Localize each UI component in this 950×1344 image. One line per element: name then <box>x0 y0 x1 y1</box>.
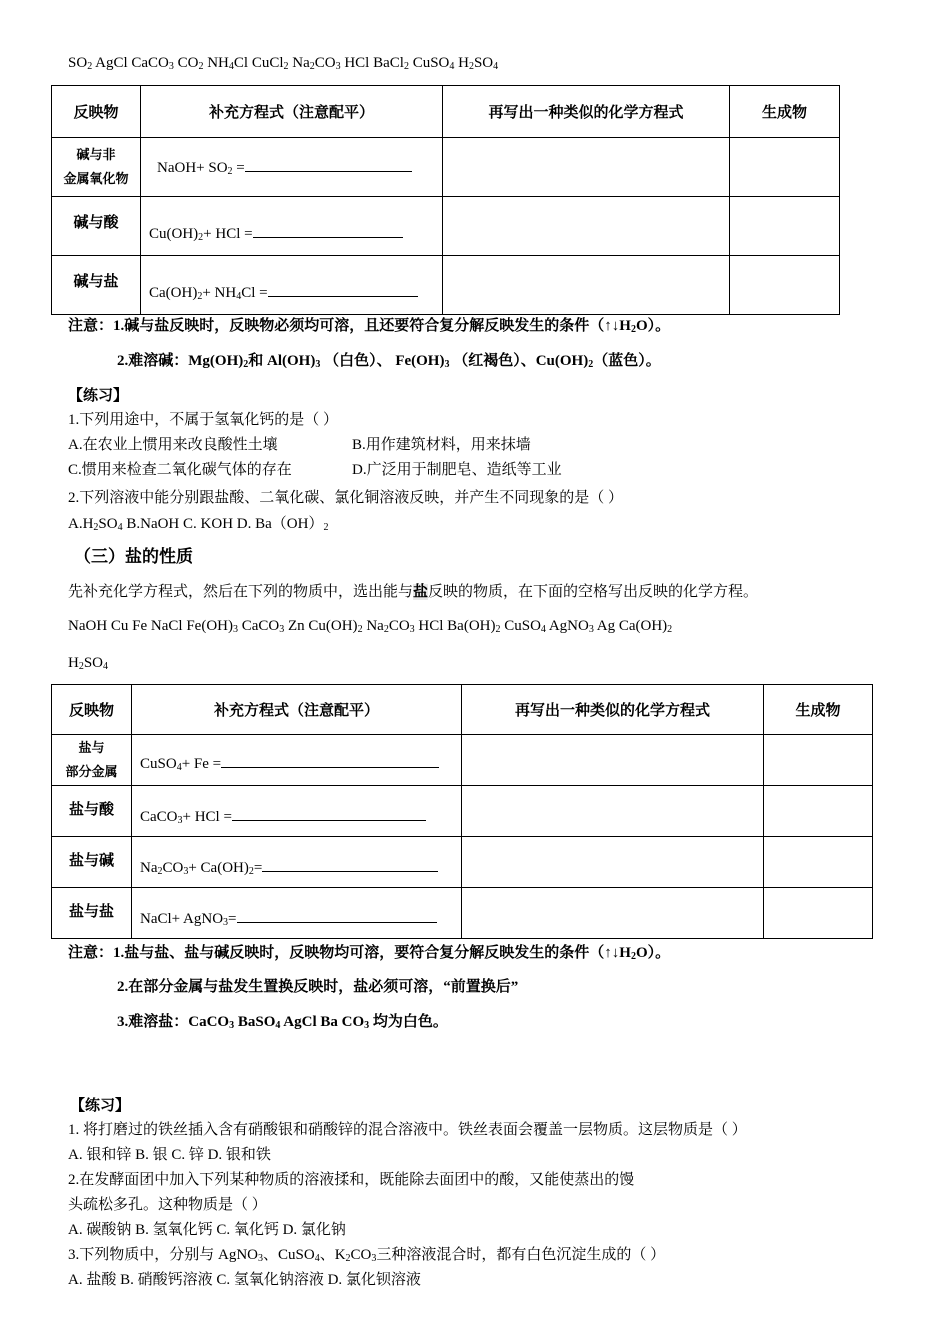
row-label-base-acid <box>52 197 141 256</box>
header-reactant: 反映物 <box>52 685 132 735</box>
question-2-2-line2: 头疏松多孔。这种物质是（ ） <box>68 1197 267 1213</box>
product-cell[interactable] <box>764 735 873 786</box>
product-cell[interactable] <box>730 256 840 315</box>
section-salt-title: （三）盐的性质 <box>74 547 193 566</box>
similar-equation-cell[interactable] <box>462 786 764 837</box>
similar-equation-cell[interactable] <box>443 197 730 256</box>
equation-cell[interactable] <box>141 197 443 256</box>
question-1-1-option-b: B.用作建筑材料，用来抹墙 <box>352 437 531 453</box>
question-1-2-options: $A.H_2SO_4$ B.NaOH C. KOH D. $Ba(OH)_2$ <box>68 516 329 533</box>
note-salt-1: 注意：1.盐与盐、盐与碱反映时，反映物均可溶，要符合复分解反映发生的条件$(↑↓H_2O)$。 <box>68 945 671 962</box>
question-1-1: 1.下列用途中，不属于氢氧化钙的是（ ） <box>68 412 339 428</box>
row-label-salt-salt <box>52 888 132 939</box>
row-label-base-salt <box>52 256 141 315</box>
similar-equation-cell[interactable] <box>462 837 764 888</box>
product-cell[interactable] <box>764 888 873 939</box>
equation-text: NaOH+ $SO_2$ = <box>157 160 245 177</box>
question-2-3: 3.下列物质中，分别与 AgNO$_3$、CuSO$_4$、$K_2CO_3$三种溶液混合时，都有白色沉淀生成的（ ） <box>68 1247 666 1264</box>
equation-cell[interactable] <box>141 256 443 315</box>
similar-equation-cell[interactable] <box>443 256 730 315</box>
header-product: 生成物 <box>730 86 840 138</box>
similar-equation-cell[interactable] <box>462 735 764 786</box>
answer-blank[interactable] <box>237 908 437 923</box>
row-label: 盐与碱 <box>68 853 114 869</box>
header-equation: 补充方程式（注意配平） <box>141 86 443 138</box>
similar-equation-cell[interactable] <box>443 138 730 197</box>
answer-blank[interactable] <box>253 223 403 238</box>
note-salt-3: 3.难溶盐：CaCO$_3$ BaSO$_4$ AgCl Ba $CO_3$ 均为白色。 <box>117 1014 448 1031</box>
row-label: 碱与盐 <box>73 274 119 290</box>
question-2-2-line1: 2.在发酵面团中加入下列某种物质的溶液揉和，既能除去面团中的酸，又能使蒸出的馒 <box>68 1172 635 1188</box>
header-equation: 补充方程式（注意配平） <box>132 685 462 735</box>
row-label-base-oxide <box>52 138 141 197</box>
row-label-line1: 盐与 <box>78 740 105 755</box>
product-cell[interactable] <box>764 837 873 888</box>
note-base-1: 注意：1.碱与盐反映时，反映物必须均可溶，且还要符合复分解反映发生的条件$(↑↓H_2O)$。 <box>68 318 671 335</box>
row-label: 盐与酸 <box>68 802 114 818</box>
header-similar: 再写出一种类似的化学方程式 <box>443 86 730 138</box>
answer-blank[interactable] <box>221 753 439 768</box>
equation-cell[interactable] <box>132 888 462 939</box>
equation-cell[interactable] <box>132 786 462 837</box>
header-reactant: 反映物 <box>52 86 141 138</box>
question-2-1: 1. 将打磨过的铁丝插入含有硝酸银和硝酸锌的混合溶液中。铁丝表面会覆盖一层物质。这层物质是（ ） <box>68 1122 747 1138</box>
answer-blank[interactable] <box>268 282 418 297</box>
row-label-line1: 碱与非 <box>76 147 116 162</box>
substance-list-bases: $SO_2$ AgCl CaCO$_3$ $CO_2$ $NH_4Cl$ CuCl$_2$ $Na_2CO_3$ HCl BaCl$_2$ CuSO$_4$ $H_2SO_4$ <box>68 55 499 72</box>
product-cell[interactable] <box>764 786 873 837</box>
question-1-1-option-d: D.广泛用于制肥皂、造纸等工业 <box>352 462 562 478</box>
product-cell[interactable] <box>730 138 840 197</box>
row-label-salt-acid <box>52 786 132 837</box>
section-salt-intro: 先补充化学方程式，然后在下列的物质中，选出能与盐反映的物质，在下面的空格写出反映的化学方程。 <box>68 584 759 600</box>
header-similar: 再写出一种类似的化学方程式 <box>462 685 764 735</box>
answer-blank[interactable] <box>262 857 438 872</box>
row-label-line2: 金属氧化物 <box>63 171 129 186</box>
equation-text: CaCO$_3$+ HCl = <box>140 809 232 826</box>
question-2-2-options: A. 碳酸钠 B. 氢氧化钙 C. 氧化钙 D. 氯化钠 <box>68 1222 346 1238</box>
note-salt-2: 2.在部分金属与盐发生置换反映时，盐必须可溶，“前置换后” <box>117 979 519 995</box>
similar-equation-cell[interactable] <box>462 888 764 939</box>
row-label-salt-metal <box>52 735 132 786</box>
answer-blank[interactable] <box>245 157 412 172</box>
substance-list-salts: NaOH Cu Fe NaCl $Fe(OH)_3$ CaCO$_3$ Zn $Cu(OH)_2$ $Na_2CO_3$ HCl $Ba(OH)_2$ CuSO$_4$ AgNO$_3$ Ag $Ca(OH)_2$ <box>68 618 673 635</box>
header-product: 生成物 <box>764 685 873 735</box>
question-1-1-option-c: C.惯用来检查二氧化碳气体的存在 <box>68 462 292 478</box>
equation-text: NaCl+ AgNO$_3$= <box>140 911 237 928</box>
equation-text: CuSO$_4$+ Fe = <box>140 756 222 773</box>
question-1-1-option-a: A.在农业上惯用来改良酸性土壤 <box>68 437 278 453</box>
substance-list-salts-cont: $H_2SO_4$ <box>68 655 109 672</box>
note-base-2: 2.难溶碱：$Mg(OH)_2$和 $Al(OH)_3$ （白色）、 $Fe(OH)_3$ （红褐色）、$Cu(OH)_2$（蓝色）。 <box>117 353 661 370</box>
equation-text: $Na_2CO_3+ Ca(OH)_2=$ <box>140 860 263 877</box>
question-2-3-options: A. 盐酸 B. 硝酸钙溶液 C. 氢氧化钠溶液 D. 氯化钡溶液 <box>68 1272 421 1288</box>
product-cell[interactable] <box>730 197 840 256</box>
question-1-2: 2.下列溶液中能分别跟盐酸、二氧化碳、氯化铜溶液反映，并产生不同现象的是（ ） <box>68 490 624 506</box>
row-label-salt-base <box>52 837 132 888</box>
row-label: 盐与盐 <box>68 904 114 920</box>
equation-cell[interactable] <box>141 138 443 197</box>
question-2-1-options: A. 银和锌 B. 银 C. 锌 D. 银和铁 <box>68 1147 271 1163</box>
equation-cell[interactable] <box>132 837 462 888</box>
practice-title-1: 【练习】 <box>68 388 129 404</box>
salt-reaction-table <box>51 684 873 939</box>
equation-cell[interactable] <box>132 735 462 786</box>
equation-text: $Ca(OH)_2+ NH_4Cl$ = <box>149 285 268 302</box>
row-label: 碱与酸 <box>73 215 119 231</box>
base-reaction-table <box>51 85 840 315</box>
answer-blank[interactable] <box>232 806 426 821</box>
equation-text: $Cu(OH)_2+$ HCl = <box>149 226 253 243</box>
row-label-line2: 部分金属 <box>65 764 118 779</box>
practice-title-2: 【练习】 <box>70 1098 131 1114</box>
